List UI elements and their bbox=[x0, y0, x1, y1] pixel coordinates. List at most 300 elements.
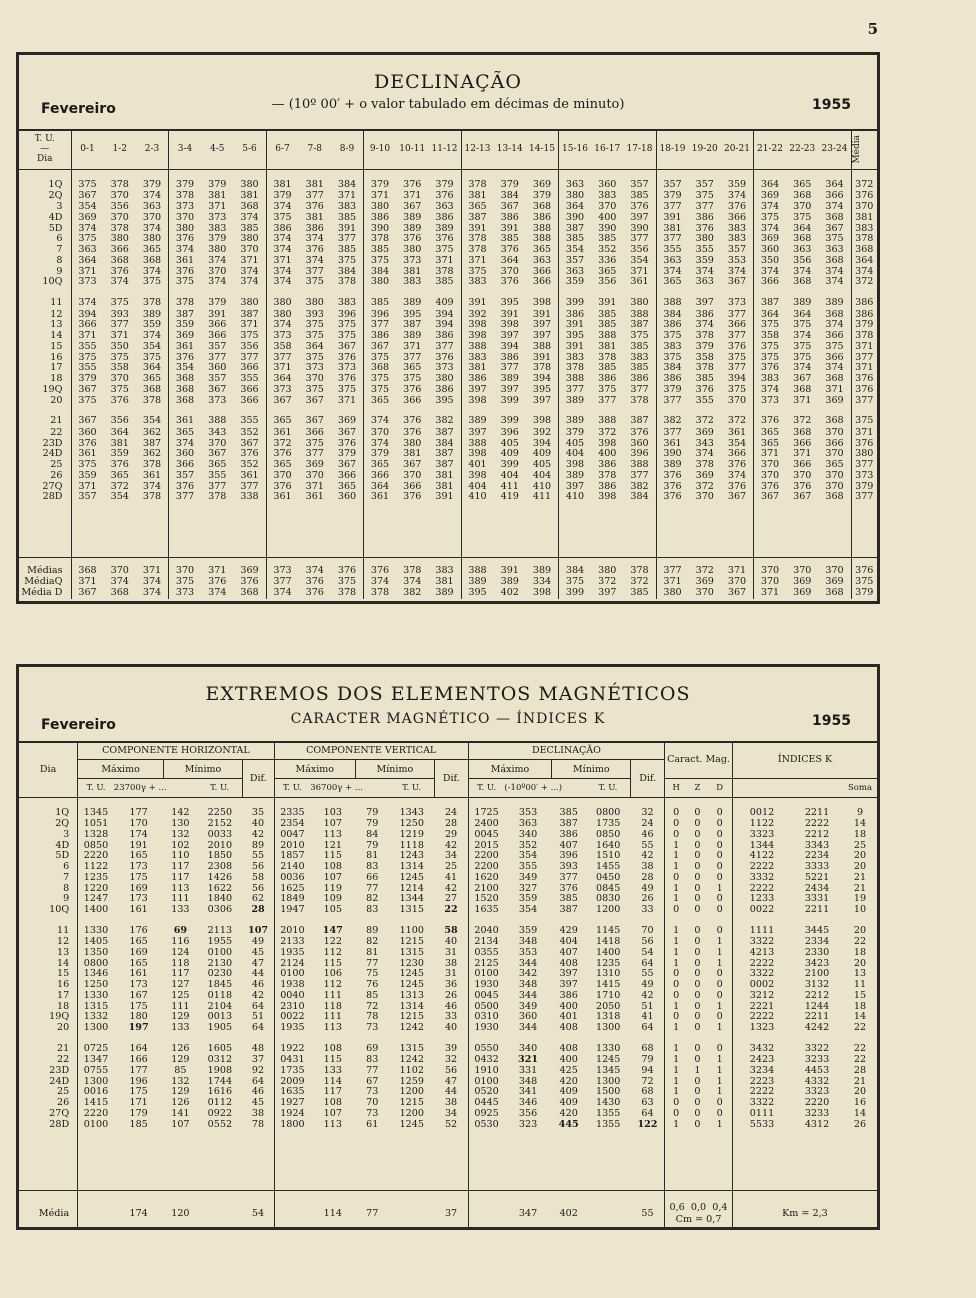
declination-value: 33 bbox=[631, 905, 665, 916]
hourly-value: 363 bbox=[78, 244, 97, 256]
declination-value: 0045 bbox=[474, 828, 499, 840]
hourly-value: 374 bbox=[721, 191, 754, 202]
hourly-value: 366 bbox=[208, 330, 227, 342]
spacer-cell bbox=[708, 1130, 733, 1191]
hourly-value: 355 bbox=[78, 340, 97, 352]
horizontal-value: 2220 bbox=[83, 850, 109, 862]
hourly-value: 376 bbox=[110, 459, 129, 471]
horizontal-value: 1315 bbox=[83, 1000, 109, 1012]
hourly-value: 374 bbox=[819, 320, 852, 331]
blank bbox=[197, 1191, 242, 1227]
declination-value: 0925 bbox=[474, 1107, 499, 1119]
vertical-value: 105 bbox=[323, 904, 342, 916]
vertical-value: 84 bbox=[366, 828, 379, 840]
hourly-value: 374 bbox=[819, 267, 852, 278]
caract-value: 0 bbox=[694, 850, 701, 862]
hourly-value: 379 bbox=[500, 179, 519, 190]
hourly-value: 373 bbox=[305, 362, 324, 374]
k-sum: 11 bbox=[853, 979, 867, 991]
caract-value: 0 bbox=[708, 916, 733, 937]
hourly-value: 370 bbox=[819, 482, 852, 493]
hourly-value: 383 bbox=[760, 373, 780, 385]
hourly-value: 370 bbox=[786, 558, 819, 578]
maximo-header: Máximo bbox=[78, 760, 164, 779]
d-dif-mean: 55 bbox=[631, 1191, 665, 1227]
hourly-value: 379 bbox=[78, 373, 97, 385]
spacer-cell bbox=[732, 1130, 791, 1191]
vertical-value: 0022 bbox=[280, 1011, 305, 1023]
hourly-value: 371 bbox=[234, 320, 267, 331]
declination-value: 377 bbox=[559, 871, 578, 883]
vertical-value: 1922 bbox=[280, 1042, 305, 1054]
hour-header: 0-1 bbox=[71, 129, 104, 170]
extremos-year: 1955 bbox=[812, 713, 851, 729]
hourly-value: 404 bbox=[500, 469, 519, 481]
hourly-value: 381 bbox=[663, 222, 682, 234]
k-index-2: 3233 bbox=[804, 1054, 830, 1066]
k-sum: 25 bbox=[853, 839, 867, 851]
declination-value: 2015 bbox=[474, 839, 499, 851]
hourly-value: 363 bbox=[136, 202, 169, 213]
caract-value: 0 bbox=[708, 862, 733, 873]
caract-value: 0 bbox=[708, 894, 733, 905]
hourly-value: 387 bbox=[624, 320, 657, 331]
vertical-value: 1200 bbox=[399, 1107, 424, 1119]
hourly-value: 382 bbox=[429, 406, 462, 427]
declination-value: 42 bbox=[631, 991, 665, 1002]
day-label: 13 bbox=[19, 320, 71, 331]
day-label: 21 bbox=[19, 1034, 78, 1055]
hourly-value: 377 bbox=[331, 234, 364, 245]
horizontal-value: 179 bbox=[129, 1107, 148, 1119]
vertical-value: 40 bbox=[434, 937, 468, 948]
declination-value: 2400 bbox=[474, 818, 499, 830]
caract-value: 0 bbox=[673, 989, 680, 1001]
hourly-value: 377 bbox=[500, 362, 519, 374]
hourly-value: 399 bbox=[500, 415, 519, 427]
horizontal-value: 42 bbox=[242, 991, 274, 1002]
hourly-value: 369 bbox=[793, 587, 812, 599]
horizontal-value: 1345 bbox=[83, 807, 109, 818]
hourly-value: 366 bbox=[721, 449, 754, 460]
declination-value: 1318 bbox=[595, 1011, 621, 1023]
horizontal-value: 1850 bbox=[207, 850, 233, 862]
hourly-value: 379 bbox=[273, 190, 292, 202]
hourly-value: 376 bbox=[760, 415, 780, 427]
daily-mean: 376 bbox=[855, 437, 874, 449]
hourly-value: 365 bbox=[370, 394, 390, 406]
minimo-header: Mínimo bbox=[355, 760, 434, 779]
vertical-value: 40 bbox=[434, 1023, 468, 1034]
horizontal-value: 2308 bbox=[207, 861, 233, 873]
declination-value: 1200 bbox=[595, 904, 621, 916]
hourly-value: 386 bbox=[598, 459, 617, 471]
hourly-value: 365 bbox=[598, 265, 617, 277]
hourly-value: 376 bbox=[175, 233, 195, 245]
day-label: 7 bbox=[19, 873, 78, 884]
hourly-value: 375 bbox=[78, 351, 97, 363]
day-label: 23D bbox=[19, 1066, 78, 1077]
hourly-value: 364 bbox=[78, 254, 97, 266]
spacer-cell bbox=[429, 503, 462, 558]
declination-value: 1735 bbox=[595, 818, 621, 830]
hourly-value: 391 bbox=[468, 222, 487, 234]
hourly-value: 399 bbox=[500, 459, 519, 471]
hourly-value: 376 bbox=[624, 428, 657, 439]
hourly-value: 394 bbox=[721, 374, 754, 385]
horizontal-value: 169 bbox=[129, 946, 148, 958]
hourly-value: 375 bbox=[78, 394, 97, 406]
hourly-value: 369 bbox=[760, 190, 780, 202]
horizontal-value: 44 bbox=[242, 969, 274, 980]
spacer-cell bbox=[364, 503, 397, 558]
declination-value: 0100 bbox=[474, 968, 499, 980]
hourly-value: 391 bbox=[468, 297, 487, 309]
hourly-value: 389 bbox=[500, 373, 519, 385]
hourly-value: 371 bbox=[760, 448, 780, 460]
declination-value: 0500 bbox=[474, 1000, 499, 1012]
vertical-value: 1242 bbox=[399, 1022, 424, 1034]
hourly-value: 359 bbox=[721, 170, 754, 192]
h-dif-mean: 54 bbox=[242, 1191, 274, 1227]
horizontal-value: 116 bbox=[171, 936, 190, 948]
daily-mean: 379 bbox=[855, 587, 874, 599]
vertical-value: 82 bbox=[366, 936, 379, 948]
daily-mean: 377 bbox=[855, 491, 874, 503]
horizontal-value: 111 bbox=[171, 1000, 190, 1012]
blank bbox=[389, 1191, 434, 1227]
daily-mean: 371 bbox=[855, 340, 874, 352]
hourly-value: 374 bbox=[136, 267, 169, 278]
caract-value: 1 bbox=[708, 1066, 733, 1077]
hourly-value: 350 bbox=[760, 254, 780, 266]
hourly-value: 355 bbox=[663, 244, 682, 256]
declination-value: 352 bbox=[518, 839, 538, 851]
horizontal-value: 132 bbox=[171, 1075, 190, 1087]
hourly-value: 350 bbox=[110, 340, 129, 352]
hourly-value: 388 bbox=[208, 415, 227, 427]
hourly-value: 361 bbox=[234, 471, 267, 482]
hourly-value: 377 bbox=[565, 383, 585, 395]
horizontal-value: 64 bbox=[242, 1002, 274, 1013]
hourly-value: 378 bbox=[695, 330, 714, 342]
hourly-value: 354 bbox=[624, 256, 657, 267]
hour-header: 4-5 bbox=[201, 129, 234, 170]
horizontal-value: 69 bbox=[173, 924, 188, 936]
hourly-value: 396 bbox=[500, 426, 519, 438]
horizontal-value: 1350 bbox=[83, 946, 109, 958]
vertical-value: 1219 bbox=[399, 828, 424, 840]
extremos-day-row bbox=[19, 1120, 877, 1131]
caract-value: 1 bbox=[673, 1118, 680, 1130]
vertical-value: 106 bbox=[323, 968, 342, 980]
declination-value: 0850 bbox=[595, 828, 621, 840]
hourly-value: 375 bbox=[110, 351, 129, 363]
declination-value: 396 bbox=[559, 850, 578, 862]
day-row bbox=[19, 396, 877, 407]
caract-value: 0 bbox=[673, 828, 680, 840]
hourly-value: 368 bbox=[110, 587, 129, 599]
hour-header: 17-18 bbox=[624, 129, 657, 170]
hourly-value: 364 bbox=[370, 480, 390, 492]
spacer-cell bbox=[721, 503, 754, 558]
declination-value: 1345 bbox=[595, 1064, 621, 1076]
hourly-value: 374 bbox=[793, 265, 812, 277]
spacer-cell bbox=[274, 1130, 310, 1191]
hourly-value: 376 bbox=[331, 439, 364, 450]
k-sum: 10 bbox=[853, 904, 867, 916]
hourly-value: 380 bbox=[663, 587, 682, 599]
hourly-value: 386 bbox=[305, 222, 324, 234]
hourly-value: 357 bbox=[721, 245, 754, 256]
hourly-value: 387 bbox=[234, 310, 267, 321]
vertical-value: 1935 bbox=[280, 946, 305, 958]
caract-value: 1 bbox=[673, 1042, 680, 1054]
caract-value: 0 bbox=[694, 924, 701, 936]
hourly-value: 398 bbox=[526, 406, 559, 427]
hourly-value: 378 bbox=[136, 396, 169, 407]
hourly-value: 388 bbox=[624, 460, 657, 471]
v-max-mean: 114 bbox=[310, 1191, 355, 1227]
hourly-value: 368 bbox=[175, 394, 195, 406]
k-index-1: 2223 bbox=[749, 1075, 775, 1087]
hourly-value: 411 bbox=[526, 492, 559, 503]
hourly-value: 371 bbox=[305, 480, 324, 492]
spacer-cell bbox=[851, 503, 877, 558]
hourly-value: 336 bbox=[598, 254, 617, 266]
day-label: 22 bbox=[19, 428, 71, 439]
vertical-value: 115 bbox=[323, 850, 342, 862]
hourly-value: 375 bbox=[565, 576, 585, 588]
hourly-value: 376 bbox=[78, 437, 97, 449]
hourly-value: 375 bbox=[175, 576, 195, 588]
horizontal-value: 125 bbox=[171, 989, 190, 1001]
caract-value: 1 bbox=[673, 839, 680, 851]
hourly-value: 355 bbox=[234, 374, 267, 385]
spacer-cell bbox=[169, 503, 202, 558]
caract-value: 1 bbox=[673, 1054, 680, 1066]
horizontal-value: 58 bbox=[242, 873, 274, 884]
horizontal-value: 170 bbox=[129, 818, 148, 830]
spacer-cell bbox=[197, 1130, 242, 1191]
hourly-value: 367 bbox=[500, 201, 519, 213]
hourly-value: 378 bbox=[175, 190, 195, 202]
caract-value: 1 bbox=[708, 1002, 733, 1013]
horizontal-value: 1122 bbox=[83, 861, 109, 873]
horizontal-value: 37 bbox=[242, 1055, 274, 1066]
hourly-value: 397 bbox=[500, 330, 519, 342]
hourly-value: 377 bbox=[305, 190, 324, 202]
hourly-value: 376 bbox=[175, 480, 195, 492]
h-header: H bbox=[665, 779, 688, 798]
hourly-value: 398 bbox=[565, 459, 585, 471]
declination-value: 70 bbox=[631, 916, 665, 937]
hourly-value: 374 bbox=[760, 222, 780, 234]
hourly-value: 375 bbox=[793, 211, 812, 223]
extremos-subtitle: CARACTER MAGNÉTICO — ÍNDICES K bbox=[290, 711, 606, 727]
day-label: 18 bbox=[19, 1002, 78, 1013]
vertical-value: 58 bbox=[434, 916, 468, 937]
horizontal-value: 85 bbox=[174, 1064, 187, 1076]
hourly-value: 394 bbox=[78, 308, 97, 320]
hourly-value: 389 bbox=[403, 330, 422, 342]
vertical-value: 1313 bbox=[399, 989, 424, 1001]
vertical-value: 107 bbox=[323, 818, 342, 830]
horizontal-value: 1426 bbox=[207, 871, 233, 883]
horizontal-value: 0725 bbox=[83, 1042, 109, 1054]
k-index-1: 2222 bbox=[749, 861, 775, 873]
spacer-cell bbox=[78, 1130, 114, 1191]
hourly-value: 377 bbox=[663, 394, 682, 406]
vertical-value: 2009 bbox=[280, 1075, 305, 1087]
hourly-value: 380 bbox=[234, 288, 267, 309]
declination-value: 122 bbox=[631, 1120, 665, 1131]
hour-header: 7-8 bbox=[299, 129, 332, 170]
media-column-header bbox=[851, 129, 877, 170]
extremos-day-row bbox=[19, 1023, 877, 1034]
day-label: 26 bbox=[19, 471, 71, 482]
declination-value: 425 bbox=[559, 1064, 578, 1076]
hourly-value: 363 bbox=[526, 256, 559, 267]
k-sum: 16 bbox=[853, 1097, 867, 1109]
horizontal-value: 56 bbox=[242, 862, 274, 873]
day-label: 28D bbox=[19, 492, 71, 503]
declination-value: 55 bbox=[631, 841, 665, 852]
tu-dia-header-line: — bbox=[40, 144, 50, 154]
daily-mean: 372 bbox=[855, 276, 874, 288]
hourly-value: 390 bbox=[565, 211, 585, 223]
horizontal-value: 174 bbox=[129, 828, 148, 840]
horizontal-value: 197 bbox=[128, 1022, 149, 1034]
declination-value: 64 bbox=[631, 1023, 665, 1034]
vertical-value: 24 bbox=[434, 798, 468, 820]
hourly-value: 357 bbox=[565, 254, 585, 266]
hourly-value: 390 bbox=[370, 222, 390, 234]
spacer-cell bbox=[201, 503, 234, 558]
hourly-value: 378 bbox=[208, 491, 227, 503]
vertical-value: 70 bbox=[366, 1097, 379, 1109]
caract-value: 1 bbox=[708, 959, 733, 970]
k-index-2: 2330 bbox=[804, 946, 830, 958]
hourly-value: 355 bbox=[208, 469, 227, 481]
hourly-value: 375 bbox=[305, 351, 324, 363]
hourly-value: 376 bbox=[273, 448, 292, 460]
vertical-value: 75 bbox=[366, 968, 379, 980]
hourly-value: 387 bbox=[429, 449, 462, 460]
hourly-value: 371 bbox=[331, 396, 364, 407]
day-label: 5D bbox=[19, 851, 78, 862]
hourly-value: 375 bbox=[305, 437, 324, 449]
vertical-value: 108 bbox=[323, 1097, 342, 1109]
hourly-value: 354 bbox=[110, 491, 129, 503]
hourly-value: 363 bbox=[663, 254, 682, 266]
hourly-value: 354 bbox=[721, 439, 754, 450]
hourly-value: 419 bbox=[500, 491, 519, 503]
caract-value: 0 bbox=[673, 871, 680, 883]
caract-value: 1 bbox=[708, 1077, 733, 1088]
vertical-value: 73 bbox=[366, 1107, 379, 1119]
hourly-value: 372 bbox=[110, 480, 129, 492]
hourly-value: 388 bbox=[598, 415, 617, 427]
hourly-value: 380 bbox=[136, 234, 169, 245]
k-index-1: 0022 bbox=[749, 904, 775, 916]
vertical-value: 1230 bbox=[399, 957, 424, 969]
declinacao-panel bbox=[16, 52, 880, 604]
caract-value: 1 bbox=[673, 936, 680, 948]
daily-mean: 375 bbox=[855, 415, 874, 427]
daily-mean: 371 bbox=[855, 362, 874, 374]
spacer-cell bbox=[114, 1130, 164, 1191]
caract-value: 0 bbox=[694, 946, 701, 958]
hourly-value: 383 bbox=[565, 351, 585, 363]
hourly-value: 402 bbox=[500, 587, 519, 599]
hourly-value: 374 bbox=[234, 277, 267, 288]
day-label: 10Q bbox=[19, 277, 71, 288]
hourly-value: 373 bbox=[208, 211, 227, 223]
vertical-value: 1242 bbox=[399, 1054, 424, 1066]
vertical-value: 1200 bbox=[399, 1086, 424, 1098]
declination-value: 32 bbox=[631, 798, 665, 820]
vertical-value: 46 bbox=[434, 1002, 468, 1013]
caract-value: 1 bbox=[673, 946, 680, 958]
hourly-value: 375 bbox=[110, 383, 129, 395]
k-index-2: 3445 bbox=[804, 924, 830, 936]
hourly-value: 376 bbox=[760, 480, 780, 492]
hourly-value: 404 bbox=[565, 448, 585, 460]
hourly-value: 365 bbox=[793, 179, 812, 190]
horizontal-value: 0922 bbox=[207, 1107, 233, 1119]
hourly-value: 378 bbox=[624, 558, 657, 578]
hourly-value: 380 bbox=[110, 233, 129, 245]
hourly-value: 411 bbox=[500, 480, 519, 492]
hourly-value: 352 bbox=[598, 244, 617, 256]
hourly-value: 365 bbox=[468, 201, 487, 213]
hourly-value: 386 bbox=[429, 385, 462, 396]
hourly-value: 371 bbox=[624, 267, 657, 278]
hourly-value: 368 bbox=[175, 373, 195, 385]
hourly-value: 375 bbox=[695, 190, 714, 202]
declination-value: 46 bbox=[631, 830, 665, 841]
hour-header: 10-11 bbox=[396, 129, 429, 170]
vertical-value: 113 bbox=[323, 1022, 342, 1034]
vertical-value: 1250 bbox=[399, 818, 424, 830]
hourly-value: 375 bbox=[331, 256, 364, 267]
horizontal-value: 1330 bbox=[83, 989, 109, 1001]
horizontal-value: 78 bbox=[242, 1120, 274, 1131]
hourly-value: 364 bbox=[760, 308, 780, 320]
day-label: 2Q bbox=[19, 191, 71, 202]
k-index-2: 2222 bbox=[804, 818, 830, 830]
hourly-value: 373 bbox=[429, 363, 462, 374]
tu-header: T. U. bbox=[468, 779, 504, 798]
hourly-value: 370 bbox=[208, 437, 227, 449]
d-header: D bbox=[708, 779, 733, 798]
hourly-value: 379 bbox=[208, 179, 227, 190]
hourly-value: 374 bbox=[136, 331, 169, 342]
hourly-value: 366 bbox=[721, 320, 754, 331]
caract-value: 0 bbox=[694, 1022, 701, 1034]
hourly-value: 366 bbox=[526, 267, 559, 278]
vertical-value: 79 bbox=[366, 807, 379, 818]
hourly-value: 378 bbox=[331, 277, 364, 288]
declinacao-subtitle: — (10º 00′ + o valor tabulado em décimas de minuto) bbox=[271, 97, 625, 112]
hourly-value: 396 bbox=[331, 310, 364, 321]
caract-value: 0 bbox=[708, 819, 733, 830]
hourly-value: 370 bbox=[370, 426, 390, 438]
daily-mean: 381 bbox=[855, 211, 874, 223]
hourly-value: 376 bbox=[208, 576, 227, 588]
spacer-cell bbox=[71, 503, 104, 558]
